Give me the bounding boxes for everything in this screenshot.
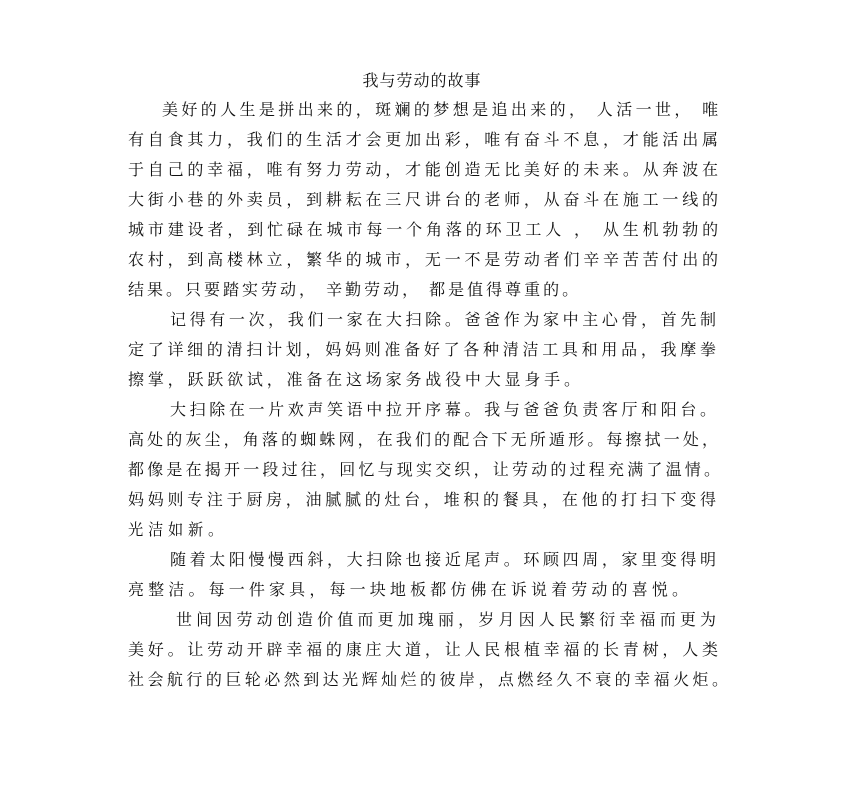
text-line: 社会航行的巨轮必然到达光辉灿烂的彼岸，点燃经久不衰的幸福火炬。 (128, 670, 732, 689)
text-line: 美好的人生是拼出来的，斑斓的梦想是追出来的， 人活一世， 唯 (162, 100, 722, 119)
text-line: 高处的灰尘，角落的蜘蛛网，在我们的配合下无所遁形。每擦拭一处， (128, 430, 722, 449)
text-line: 于自己的幸福，唯有努力劳动，才能创造无比美好的未来。从奔波在 (128, 160, 722, 179)
text-line: 都像是在揭开一段过往，回忆与现实交织，让劳动的过程充满了温情。 (128, 460, 724, 479)
text-line: 定了详细的清扫计划，妈妈则准备好了各种清洁工具和用品，我摩拳 (128, 340, 720, 359)
text-line: 妈妈则专注于厨房，油腻腻的灶台，堆积的餐具，在他的打扫下变得 (128, 490, 720, 509)
text-line: 美好。让劳动开辟幸福的康庄大道，让人民根植幸福的长青树，人类 (128, 640, 722, 659)
text-line: 擦掌，跃跃欲试，准备在这场家务战役中大显身手。 (128, 370, 584, 389)
text-line: 农村，到高楼林立，繁华的城市，无一不是劳动者们辛辛苦苦付出的 (128, 250, 722, 269)
text-line: 结果。只要踏实劳动， 辛勤劳动， 都是值得尊重的。 (128, 280, 582, 299)
text-line: 亮整洁。每一件家具，每一块地板都仿佛在诉说着劳动的喜悦。 (128, 580, 693, 599)
text-line: 大扫除在一片欢声笑语中拉开序幕。我与爸爸负责客厅和阳台。 (170, 400, 720, 419)
text-line: 随着太阳慢慢西斜，大扫除也接近尾声。环顾四周，家里变得明 (170, 550, 720, 569)
text-line: 大街小巷的外卖员，到耕耘在三尺讲台的老师，从奋斗在施工一线的 (128, 190, 722, 209)
text-line: 城市建设者，到忙碌在城市每一个角落的环卫工人 ， 从生机勃勃的 (128, 220, 723, 239)
document-title: 我与劳动的故事 (362, 71, 482, 90)
text-line: 光洁如新。 (128, 520, 229, 539)
text-line: 世间因劳动创造价值而更加瑰丽，岁月因人民繁衍幸福而更为 (176, 610, 721, 629)
text-line: 记得有一次，我们一家在大扫除。爸爸作为家中主心骨，首先制 (170, 310, 720, 329)
text-line: 有自食其力，我们的生活才会更加出彩，唯有奋斗不息，才能活出属 (128, 130, 722, 149)
